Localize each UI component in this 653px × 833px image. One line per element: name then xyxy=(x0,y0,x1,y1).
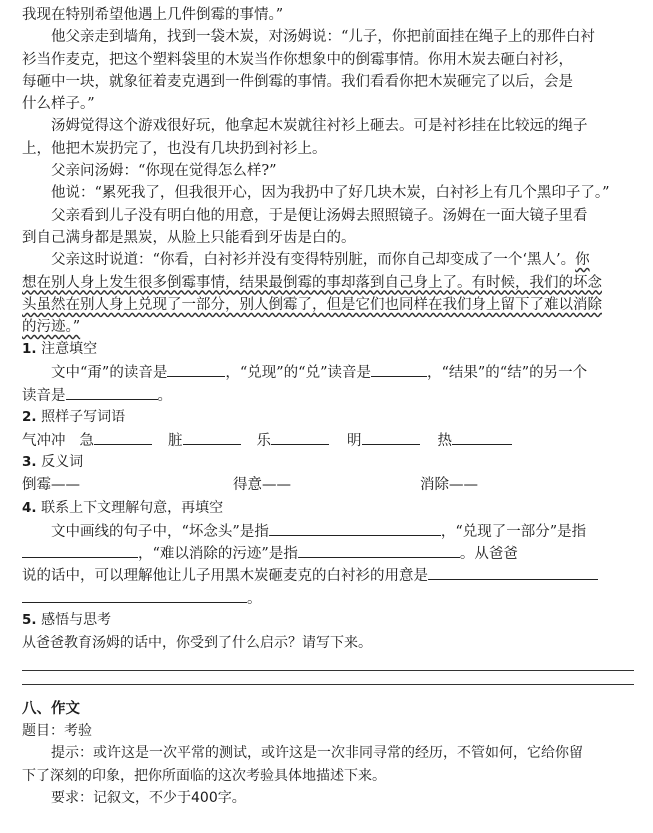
answer-blank[interactable] xyxy=(66,384,158,400)
word-stem: 明 xyxy=(347,433,362,450)
story-paragraph-1-line-2 xyxy=(22,49,634,71)
question-5-prompt xyxy=(22,632,634,654)
story-paragraph-1-line-1 xyxy=(22,26,634,48)
word-stem: 热 xyxy=(437,433,452,450)
question-number: 1. xyxy=(22,341,37,358)
story-text: 上，他把木炭扔完了，也没有几块扔到衬衫上。 xyxy=(22,140,327,157)
composition-hint-line-1 xyxy=(22,742,634,764)
story-text: 父亲这时说道：“你看，白衬衫并没有变得特别脏，而你自己却变成了一个‘黑人’。 xyxy=(51,252,576,269)
antonym-item[interactable]: 消除—— xyxy=(420,477,478,494)
worksheet-page xyxy=(22,4,634,809)
underlined-sentence: 想在别人身上发生很多倒霉事情，结果最倒霉的事却落到自己身上了。 xyxy=(22,274,472,291)
question-3-header xyxy=(22,451,634,474)
story-paragraph-1-line-3 xyxy=(22,71,634,93)
question-title: 反义词 xyxy=(41,454,84,471)
story-text: 他父亲走到墙角，找到一袋木炭，对汤姆说：“儿子，你把前面挂在绳子上的那件白衬 xyxy=(51,29,595,46)
story-text: 什么样子。” xyxy=(22,96,95,113)
question-text: 文中画线的句子中，“坏念头”是指 xyxy=(51,523,269,540)
question-4-line-1 xyxy=(22,520,634,542)
question-1-header xyxy=(22,338,634,361)
story-text: 父亲问汤姆：“你现在觉得怎么样?” xyxy=(51,163,277,180)
question-title: 联系上下文理解句意，再填空 xyxy=(41,499,224,516)
question-number: 4. xyxy=(22,499,37,516)
question-text: ，“难以消除的污迹”是指 xyxy=(138,545,298,562)
question-text: ，“结果”的“结”的另一个 xyxy=(426,365,588,382)
question-number: 2. xyxy=(22,409,37,426)
composition-hint-text: 提示：或许这是一次平常的测试，或许这是一次非同寻常的经历，不管如何，它给你留 xyxy=(51,745,583,762)
underlined-sentence: 头虽然在别人身上兑现了一部分，别人倒霉了，但是它们也同样在我们身上留下了难以消除 xyxy=(22,296,602,313)
question-title: 注意填空 xyxy=(41,341,98,358)
composition-requirement-text: 要求：记叙文，不少于400字。 xyxy=(51,790,246,807)
answer-blank[interactable] xyxy=(371,361,427,377)
story-text: 父亲看到儿子没有明白他的用意，于是便让汤姆去照照镜子。汤姆在一面大镜子里看 xyxy=(51,207,588,224)
answer-blank[interactable] xyxy=(452,429,512,445)
question-text: 。从爸爸 xyxy=(459,545,518,562)
question-text: 。 xyxy=(247,590,262,607)
answer-line[interactable] xyxy=(22,654,634,676)
question-3-items xyxy=(22,474,634,496)
story-paragraph-1-line-4 xyxy=(22,93,634,115)
word-stem: 脏 xyxy=(168,433,183,450)
question-1-line-2 xyxy=(22,384,634,406)
composition-hint-text: 下了深刻的印象，把你所面临的这次考验具体地描述下来。 xyxy=(22,767,386,784)
story-paragraph-2-line-2 xyxy=(22,138,634,160)
story-paragraph-4 xyxy=(22,182,634,204)
composition-heading xyxy=(22,698,634,720)
story-paragraph-2-line-1 xyxy=(22,115,634,137)
story-paragraph-6-line-2 xyxy=(22,272,634,294)
question-4-line-3 xyxy=(22,564,634,586)
question-title: 感悟与思考 xyxy=(41,611,112,628)
story-paragraph-6-line-4 xyxy=(22,316,634,338)
question-2-header xyxy=(22,406,634,429)
question-text: 。 xyxy=(157,387,172,404)
story-text: 汤姆觉得这个游戏很好玩，他拿起木炭就往衬衫上砸去。可是衬衫挂在比较远的绳子 xyxy=(51,118,588,135)
answer-blank[interactable] xyxy=(428,564,598,580)
question-text: ，“兑现了一部分”是指 xyxy=(440,523,587,540)
story-text: 他说：“累死我了，但我很开心，因为我扔中了好几块木炭，白衬衫上有几个黑印子了。” xyxy=(51,185,610,202)
answer-blank[interactable] xyxy=(269,520,441,536)
question-text: ，“兑现”的“兑”读音是 xyxy=(225,365,371,382)
question-text: 读音是 xyxy=(22,387,66,404)
story-text: 我现在特别希望他遇上几件倒霉的事情。” xyxy=(22,7,284,23)
example-word: 气冲冲 xyxy=(22,433,66,450)
answer-line[interactable] xyxy=(22,676,634,698)
story-text: 衫当作麦克，把这个塑料袋里的木炭当作你想象中的倒霉事情。你用木炭去砸白衬衫， xyxy=(22,51,573,68)
question-4-header xyxy=(22,497,634,520)
antonym-item[interactable]: 倒霉—— xyxy=(22,477,80,494)
answer-blank[interactable] xyxy=(298,542,460,558)
question-title: 照样子写词语 xyxy=(41,409,126,426)
story-paragraph-6-line-3 xyxy=(22,294,634,316)
question-1-line-1 xyxy=(22,361,634,383)
question-2-items xyxy=(22,429,634,451)
underlined-sentence: 你 xyxy=(575,252,590,269)
word-stem: 急 xyxy=(79,433,94,450)
composition-hint-line-2 xyxy=(22,765,634,787)
story-paragraph-5-line-1 xyxy=(22,205,634,227)
answer-blank[interactable] xyxy=(167,361,225,377)
answer-blank[interactable] xyxy=(362,429,420,445)
composition-topic-text: 题目：考验 xyxy=(22,723,92,740)
question-text: 说的话中，可以理解他让儿子用黑木炭砸麦克的白衬衫的用意是 xyxy=(22,568,428,585)
answer-blank[interactable] xyxy=(22,587,247,603)
question-text: 文中“甭”的读音是 xyxy=(51,365,168,382)
story-text: 每砸中一块，就象征着麦克遇到一件倒霉的事情。我们看看你把木炭砸完了以后，会是 xyxy=(22,73,573,90)
question-number: 5. xyxy=(22,611,37,628)
answer-blank[interactable] xyxy=(183,429,241,445)
underlined-sentence: 有时候，我们的坏念 xyxy=(471,274,602,291)
answer-blank[interactable] xyxy=(94,429,152,445)
answer-blank[interactable] xyxy=(271,429,329,445)
story-paragraph-6-line-1 xyxy=(22,249,634,271)
question-4-line-2 xyxy=(22,542,634,564)
story-paragraph-0 xyxy=(22,4,634,26)
story-text: 到自己满身都是黑炭，从脸上只能看到牙齿是白的。 xyxy=(22,229,356,246)
underlined-sentence: 的污迹。” xyxy=(22,319,81,336)
question-5-header xyxy=(22,609,634,632)
answer-blank[interactable] xyxy=(22,542,138,558)
word-stem: 乐 xyxy=(256,433,271,450)
question-4-line-4 xyxy=(22,587,634,609)
section-heading: 八、作文 xyxy=(22,701,80,718)
composition-requirement xyxy=(22,787,634,809)
story-paragraph-5-line-2 xyxy=(22,227,634,249)
composition-topic xyxy=(22,720,634,742)
question-number: 3. xyxy=(22,454,37,471)
question-text: 从爸爸教育汤姆的话中，你受到了什么启示？请写下来。 xyxy=(22,634,372,651)
antonym-item[interactable]: 得意—— xyxy=(233,477,291,494)
story-paragraph-3 xyxy=(22,160,634,182)
